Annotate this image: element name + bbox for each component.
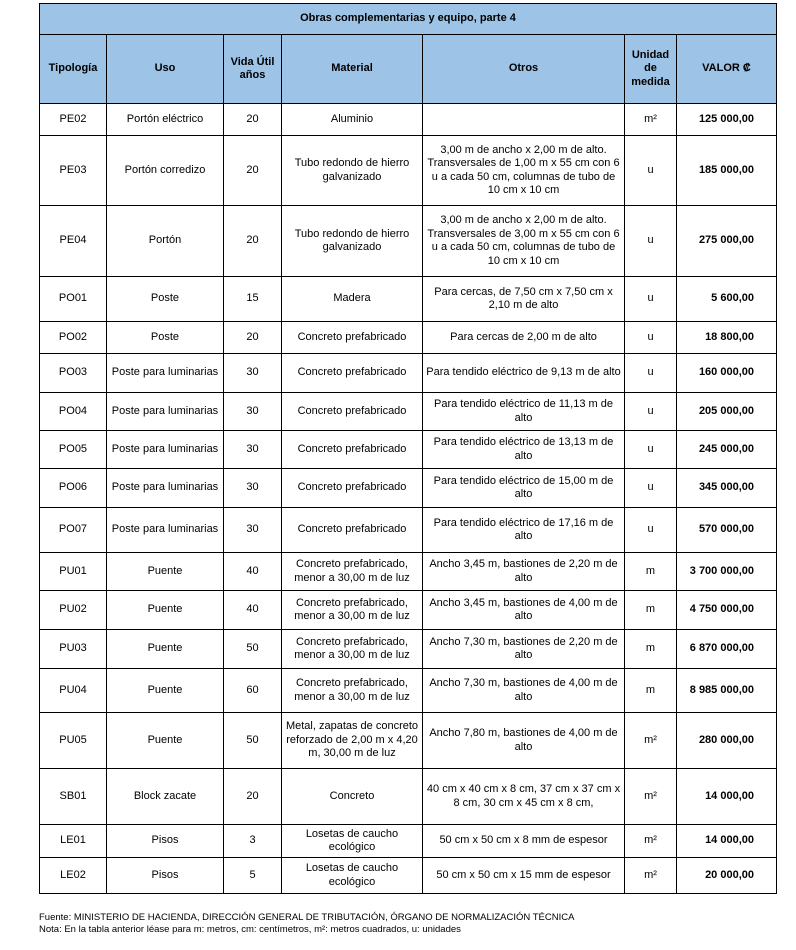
cell-unidad: m	[625, 669, 677, 713]
cell-uso: Poste para luminarias	[107, 354, 224, 393]
cell-unidad: u	[625, 431, 677, 469]
cell-valor: 205 000,00	[677, 393, 777, 431]
cell-unidad: u	[625, 322, 677, 354]
units-note: Nota: En la tabla anterior léase para m: metros, cm: centímetros, m²: metros cuadrados, u: unidades	[39, 924, 461, 935]
document	[39, 3, 776, 894]
cell-otros: Para tendido eléctrico de 9,13 m de alto	[423, 354, 625, 393]
cell-unidad: m	[625, 553, 677, 591]
cell-material: Losetas de caucho ecológico	[282, 858, 423, 894]
header-tipologia: Tipología	[40, 35, 107, 104]
cell-material: Concreto prefabricado	[282, 322, 423, 354]
cell-material: Madera	[282, 277, 423, 322]
cell-otros: Ancho 7,80 m, bastiones de 4,00 m de alto	[423, 713, 625, 769]
cell-unidad: u	[625, 393, 677, 431]
cell-vida: 3	[224, 825, 282, 858]
cell-tipologia: PO05	[40, 431, 107, 469]
cell-uso: Portón corredizo	[107, 136, 224, 206]
table-row	[40, 508, 777, 553]
cell-uso: Poste para luminarias	[107, 469, 224, 508]
table-row	[40, 322, 777, 354]
cell-uso: Poste para luminarias	[107, 508, 224, 553]
cell-vida: 50	[224, 713, 282, 769]
cell-valor: 125 000,00	[677, 104, 777, 136]
cell-otros: Para tendido eléctrico de 13,13 m de alto	[423, 431, 625, 469]
table-row	[40, 553, 777, 591]
cell-otros: Ancho 3,45 m, bastiones de 4,00 m de alto	[423, 591, 625, 630]
cell-uso: Poste para luminarias	[107, 431, 224, 469]
cell-material: Aluminio	[282, 104, 423, 136]
cell-otros: Ancho 3,45 m, bastiones de 2,20 m de alto	[423, 553, 625, 591]
cell-material: Tubo redondo de hierro galvanizado	[282, 136, 423, 206]
cell-vida: 20	[224, 769, 282, 825]
cell-vida: 50	[224, 630, 282, 669]
header-vida-util: Vida Útil años	[224, 35, 282, 104]
cell-uso: Puente	[107, 553, 224, 591]
cell-otros: Para tendido eléctrico de 11,13 m de alto	[423, 393, 625, 431]
cell-otros: 3,00 m de ancho x 2,00 m de alto. Transversales de 1,00 m x 55 cm con 6 u a cada 50 cm, columnas de tubo de 10 cm x 10 cm	[423, 136, 625, 206]
cell-vida: 20	[224, 136, 282, 206]
cell-tipologia: SB01	[40, 769, 107, 825]
table-row	[40, 431, 777, 469]
cell-uso: Portón	[107, 206, 224, 277]
cell-tipologia: PO01	[40, 277, 107, 322]
table-title: Obras complementarias y equipo, parte 4	[40, 4, 777, 35]
cell-valor: 345 000,00	[677, 469, 777, 508]
cell-uso: Puente	[107, 630, 224, 669]
cell-otros: Para cercas de 2,00 m de alto	[423, 322, 625, 354]
cell-vida: 40	[224, 591, 282, 630]
cell-unidad: m²	[625, 104, 677, 136]
cell-valor: 245 000,00	[677, 431, 777, 469]
cell-otros	[423, 104, 625, 136]
cell-valor: 4 750 000,00	[677, 591, 777, 630]
cell-otros: Ancho 7,30 m, bastiones de 2,20 m de alto	[423, 630, 625, 669]
cell-uso: Poste	[107, 322, 224, 354]
cell-vida: 20	[224, 322, 282, 354]
cell-tipologia: PE04	[40, 206, 107, 277]
cell-unidad: m	[625, 630, 677, 669]
cell-valor: 20 000,00	[677, 858, 777, 894]
cell-tipologia: LE02	[40, 858, 107, 894]
cell-vida: 20	[224, 104, 282, 136]
header-valor: VALOR ₡	[677, 35, 777, 104]
cell-valor: 14 000,00	[677, 825, 777, 858]
cell-unidad: m²	[625, 858, 677, 894]
cell-unidad: m²	[625, 825, 677, 858]
cell-tipologia: PO02	[40, 322, 107, 354]
cell-vida: 30	[224, 469, 282, 508]
table-row	[40, 469, 777, 508]
cell-valor: 18 800,00	[677, 322, 777, 354]
cell-uso: Pisos	[107, 825, 224, 858]
table-row	[40, 825, 777, 858]
cell-unidad: m²	[625, 713, 677, 769]
cell-valor: 275 000,00	[677, 206, 777, 277]
cell-tipologia: PU05	[40, 713, 107, 769]
cell-otros: 3,00 m de ancho x 2,00 m de alto. Transversales de 3,00 m x 55 cm con 6 u a cada 50 cm, columnas de tubo de 10 cm x 10 cm	[423, 206, 625, 277]
cell-unidad: u	[625, 469, 677, 508]
cell-tipologia: PO04	[40, 393, 107, 431]
cell-otros: Ancho 7,30 m, bastiones de 4,00 m de alto	[423, 669, 625, 713]
cell-tipologia: PE02	[40, 104, 107, 136]
cell-vida: 30	[224, 393, 282, 431]
cell-otros: Para tendido eléctrico de 15,00 m de alto	[423, 469, 625, 508]
cell-tipologia: PU04	[40, 669, 107, 713]
cell-material: Metal, zapatas de concreto reforzado de 2,00 m x 4,20 m, 30,00 m de luz	[282, 713, 423, 769]
cell-unidad: u	[625, 354, 677, 393]
cell-tipologia: PO07	[40, 508, 107, 553]
cell-material: Concreto prefabricado, menor a 30,00 m de luz	[282, 669, 423, 713]
cell-material: Concreto prefabricado	[282, 393, 423, 431]
table-row	[40, 393, 777, 431]
table-title-row	[40, 4, 777, 35]
table-row	[40, 206, 777, 277]
cell-tipologia: PO06	[40, 469, 107, 508]
cell-unidad: u	[625, 136, 677, 206]
cell-valor: 185 000,00	[677, 136, 777, 206]
cell-material: Concreto prefabricado	[282, 431, 423, 469]
cell-unidad: u	[625, 206, 677, 277]
cell-tipologia: PO03	[40, 354, 107, 393]
cell-uso: Pisos	[107, 858, 224, 894]
cell-material: Concreto prefabricado, menor a 30,00 m de luz	[282, 630, 423, 669]
cell-tipologia: LE01	[40, 825, 107, 858]
cell-vida: 30	[224, 431, 282, 469]
cell-valor: 570 000,00	[677, 508, 777, 553]
cell-valor: 280 000,00	[677, 713, 777, 769]
cell-unidad: m²	[625, 769, 677, 825]
cell-uso: Puente	[107, 669, 224, 713]
cell-unidad: m	[625, 591, 677, 630]
cell-material: Concreto prefabricado	[282, 508, 423, 553]
cell-material: Concreto prefabricado, menor a 30,00 m de luz	[282, 591, 423, 630]
cell-tipologia: PU02	[40, 591, 107, 630]
cell-otros: Para cercas, de 7,50 cm x 7,50 cm x 2,10 m de alto	[423, 277, 625, 322]
cell-unidad: u	[625, 277, 677, 322]
cell-otros: 40 cm x 40 cm x 8 cm, 37 cm x 37 cm x 8 cm, 30 cm x 45 cm x 8 cm,	[423, 769, 625, 825]
cell-valor: 14 000,00	[677, 769, 777, 825]
cell-tipologia: PE03	[40, 136, 107, 206]
cell-valor: 6 870 000,00	[677, 630, 777, 669]
table-row	[40, 669, 777, 713]
table-row	[40, 858, 777, 894]
table-row	[40, 713, 777, 769]
cell-vida: 5	[224, 858, 282, 894]
table-row	[40, 591, 777, 630]
cell-tipologia: PU03	[40, 630, 107, 669]
table-row	[40, 277, 777, 322]
cell-vida: 40	[224, 553, 282, 591]
cell-material: Concreto prefabricado	[282, 469, 423, 508]
cell-unidad: u	[625, 508, 677, 553]
cell-valor: 3 700 000,00	[677, 553, 777, 591]
cell-otros: 50 cm x 50 cm x 15 mm de espesor	[423, 858, 625, 894]
cell-vida: 30	[224, 508, 282, 553]
table-header-row	[40, 35, 777, 104]
cell-material: Losetas de caucho ecológico	[282, 825, 423, 858]
table-row	[40, 769, 777, 825]
table-body	[40, 104, 777, 894]
cell-otros: Para tendido eléctrico de 17,16 m de alto	[423, 508, 625, 553]
cell-vida: 30	[224, 354, 282, 393]
table-row	[40, 136, 777, 206]
cell-material: Tubo redondo de hierro galvanizado	[282, 206, 423, 277]
valuation-table	[39, 3, 777, 894]
cell-uso: Puente	[107, 713, 224, 769]
source-note: Fuente: MINISTERIO DE HACIENDA, DIRECCIÓN GENERAL DE TRIBUTACIÓN, ÓRGANO DE NORMALIZACIÓN TÉCNICA	[39, 912, 575, 923]
cell-uso: Block zacate	[107, 769, 224, 825]
cell-valor: 8 985 000,00	[677, 669, 777, 713]
cell-otros: 50 cm x 50 cm x 8 mm de espesor	[423, 825, 625, 858]
table-row	[40, 630, 777, 669]
cell-valor: 160 000,00	[677, 354, 777, 393]
cell-material: Concreto	[282, 769, 423, 825]
table-row	[40, 354, 777, 393]
cell-uso: Portón eléctrico	[107, 104, 224, 136]
cell-valor: 5 600,00	[677, 277, 777, 322]
cell-uso: Poste para luminarias	[107, 393, 224, 431]
cell-vida: 20	[224, 206, 282, 277]
cell-tipologia: PU01	[40, 553, 107, 591]
header-unidad: Unidad de medida	[625, 35, 677, 104]
cell-material: Concreto prefabricado	[282, 354, 423, 393]
cell-uso: Poste	[107, 277, 224, 322]
header-material: Material	[282, 35, 423, 104]
table-row	[40, 104, 777, 136]
cell-material: Concreto prefabricado, menor a 30,00 m de luz	[282, 553, 423, 591]
cell-vida: 60	[224, 669, 282, 713]
cell-uso: Puente	[107, 591, 224, 630]
header-otros: Otros	[423, 35, 625, 104]
cell-vida: 15	[224, 277, 282, 322]
header-uso: Uso	[107, 35, 224, 104]
